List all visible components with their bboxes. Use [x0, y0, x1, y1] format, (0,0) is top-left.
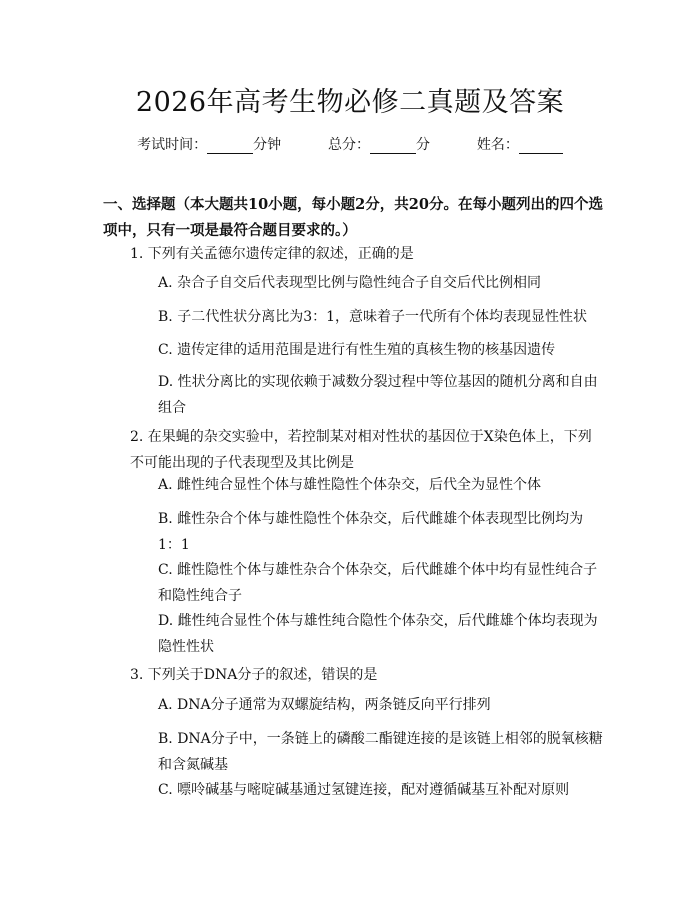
- question-option: B. 雌性杂合个体与雄性隐性个体杂交，后代雌雄个体表现型比例均为1：1: [158, 511, 584, 553]
- page-title: 2026年高考生物必修二真题及答案: [135, 87, 565, 118]
- question-stem: 2. 在果蝇的杂交实验中，若控制某对相对性状的基因位于X染色体上，下列不可能出现的子代表现型及其比例是: [130, 429, 592, 471]
- question-option: B. DNA分子中，一条链上的磷酸二酯键连接的是该链上相邻的脱氧核糖和含氮碱基: [158, 731, 603, 773]
- question-option: A. DNA分子通常为双螺旋结构，两条链反向平行排列: [158, 697, 491, 713]
- exam-info-line: [0, 134, 700, 154]
- time-blank: [207, 139, 253, 154]
- question-option: C. 嘌呤碱基与嘧啶碱基通过氢键连接，配对遵循碱基互补配对原则: [158, 782, 570, 798]
- question-stem: 1. 下列有关孟德尔遗传定律的叙述，正确的是: [130, 246, 414, 262]
- question-stem: 3. 下列关于DNA分子的叙述，错误的是: [130, 667, 378, 683]
- section-heading: 一、选择题（本大题共10小题，每小题2分，共20分。在每小题列出的四个选项中，只有一项是最符合题目要求的。）: [103, 196, 603, 239]
- score-unit: 分: [416, 137, 430, 153]
- question-option: A. 雌性纯合显性个体与雄性隐性个体杂交，后代全为显性个体: [158, 477, 542, 493]
- name-blank: [519, 139, 563, 154]
- time-label: 考试时间：: [137, 137, 208, 153]
- score-blank: [370, 139, 416, 154]
- name-label: 姓名：: [476, 137, 519, 153]
- question-option: B. 子二代性状分离比为3：1，意味着子一代所有个体均表现显性性状: [158, 309, 588, 325]
- score-label: 总分：: [328, 137, 370, 153]
- question-option: D. 性状分离比的实现依赖于减数分裂过程中等位基因的随机分离和自由组合: [158, 374, 598, 416]
- time-unit: 分钟: [253, 137, 282, 153]
- question-option: C. 雌性隐性个体与雄性杂合个体杂交，后代雌雄个体中均有显性纯合子和隐性纯合子: [158, 562, 598, 604]
- question-option: A. 杂合子自交后代表现型比例与隐性纯合子自交后代比例相同: [158, 275, 542, 291]
- question-option: D. 雌性纯合显性个体与雄性纯合隐性个体杂交，后代雌雄个体均表现为隐性性状: [158, 613, 598, 655]
- question-option: C. 遗传定律的适用范围是进行有性生殖的真核生物的核基因遗传: [158, 342, 556, 358]
